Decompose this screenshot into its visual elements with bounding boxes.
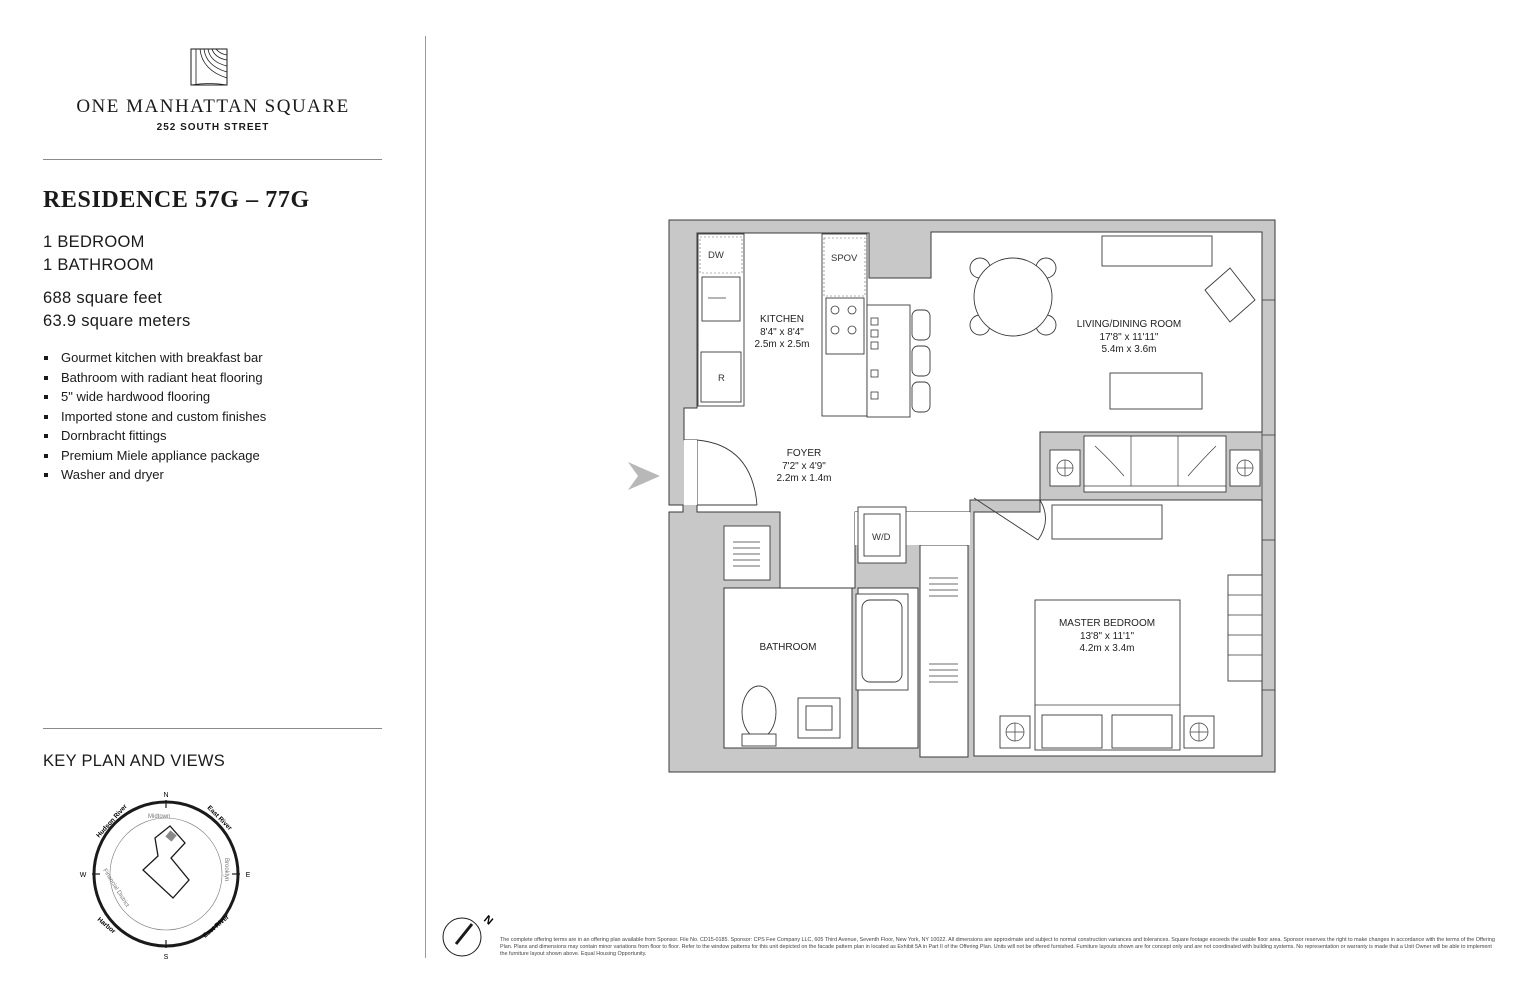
- entry-arrow-icon: [628, 462, 660, 490]
- list-item: Imported stone and custom finishes: [43, 407, 266, 427]
- north-label: N: [481, 913, 495, 928]
- living-imperial: 17'8" x 11'11": [1099, 332, 1159, 343]
- foyer-metric: 2.2m x 1.4m: [776, 473, 832, 484]
- appliance-spov: SPOV: [831, 253, 858, 264]
- list-item: Dornbracht fittings: [43, 426, 266, 446]
- compass-s: S: [163, 954, 169, 960]
- view-east-river-top: East River: [205, 804, 234, 832]
- kitchen-imperial: 8'4" x 8'4": [760, 327, 804, 338]
- master-imperial: 13'8" x 11'1": [1079, 631, 1135, 642]
- list-item: Gourmet kitchen with breakfast bar: [43, 348, 266, 368]
- living-metric: 5.4m x 3.6m: [1101, 344, 1157, 355]
- residence-title: RESIDENCE 57G – 77G: [43, 187, 310, 213]
- master-label: MASTER BEDROOM: [1058, 618, 1156, 629]
- view-financial-district: Financial District: [101, 867, 130, 909]
- compass-n: N: [163, 792, 169, 799]
- compass-w: W: [79, 872, 87, 879]
- bedroom-count: 1 BEDROOM: [43, 233, 145, 251]
- view-harbor: Harbor: [95, 916, 117, 936]
- compass-e: E: [245, 872, 251, 879]
- brand-address: 252 SOUTH STREET: [156, 122, 270, 133]
- north-arrow-icon: [443, 913, 495, 956]
- brand-name: ONE MANHATTAN SQUARE: [76, 96, 350, 117]
- appliance-r: R: [718, 373, 725, 384]
- list-item: Bathroom with radiant heat flooring: [43, 368, 266, 388]
- living-label: LIVING/DINING ROOM: [1076, 319, 1182, 330]
- view-hudson-river: Hudson River: [95, 803, 129, 840]
- appliance-dw: DW: [708, 250, 724, 261]
- list-item: Washer and dryer: [43, 465, 266, 485]
- foyer-imperial: 7'2" x 4'9": [782, 461, 826, 472]
- keyplan-title: KEY PLAN AND VIEWS: [43, 752, 226, 770]
- bathroom-label: BATHROOM: [759, 642, 817, 653]
- view-east-river-bottom: East River: [201, 913, 231, 940]
- view-midtown: Midtown: [148, 814, 171, 820]
- foyer-label: FOYER: [786, 448, 822, 459]
- list-item: Premium Miele appliance package: [43, 446, 266, 466]
- list-item: 5" wide hardwood flooring: [43, 387, 266, 407]
- bathroom-count: 1 BATHROOM: [43, 256, 154, 274]
- master-metric: 4.2m x 3.4m: [1079, 643, 1135, 654]
- view-brooklyn: Brooklyn: [223, 858, 229, 882]
- legal-disclaimer: The complete offering terms are in an offering plan available from Sponsor. File No. CD15-0185. Sponsor: CPS Fee Company LLC, 605 Third Avenue, Seventh Floor, New York, NY 10022. All dimensions are approximate and subject to normal construction variances and tolerances. Square footage exceeds the usable floor area. Sponsor reserves the right to make changes in accordance with the terms of the Offering Plan. Plans and dimensions may contain minor variations from floor to floor. Refer to the window patterns for this unit depicted on the facade pattern plan in located as Exhibit 5A in Part II of the Offering Plan. Units will not be offered furnished. Furniture layouts shown are for concept only and are not coordinated with building systems. No representation or warranty is made that a Unit Owner will be able to implement the furniture layout shown above. Equal Housing Opportunity.: [500, 937, 1495, 957]
- appliance-wd: W/D: [872, 532, 891, 543]
- square-feet: 688 square feet: [43, 289, 163, 307]
- kitchen-label: KITCHEN: [760, 314, 804, 325]
- square-meters: 63.9 square meters: [43, 312, 191, 330]
- kitchen-metric: 2.5m x 2.5m: [754, 339, 810, 350]
